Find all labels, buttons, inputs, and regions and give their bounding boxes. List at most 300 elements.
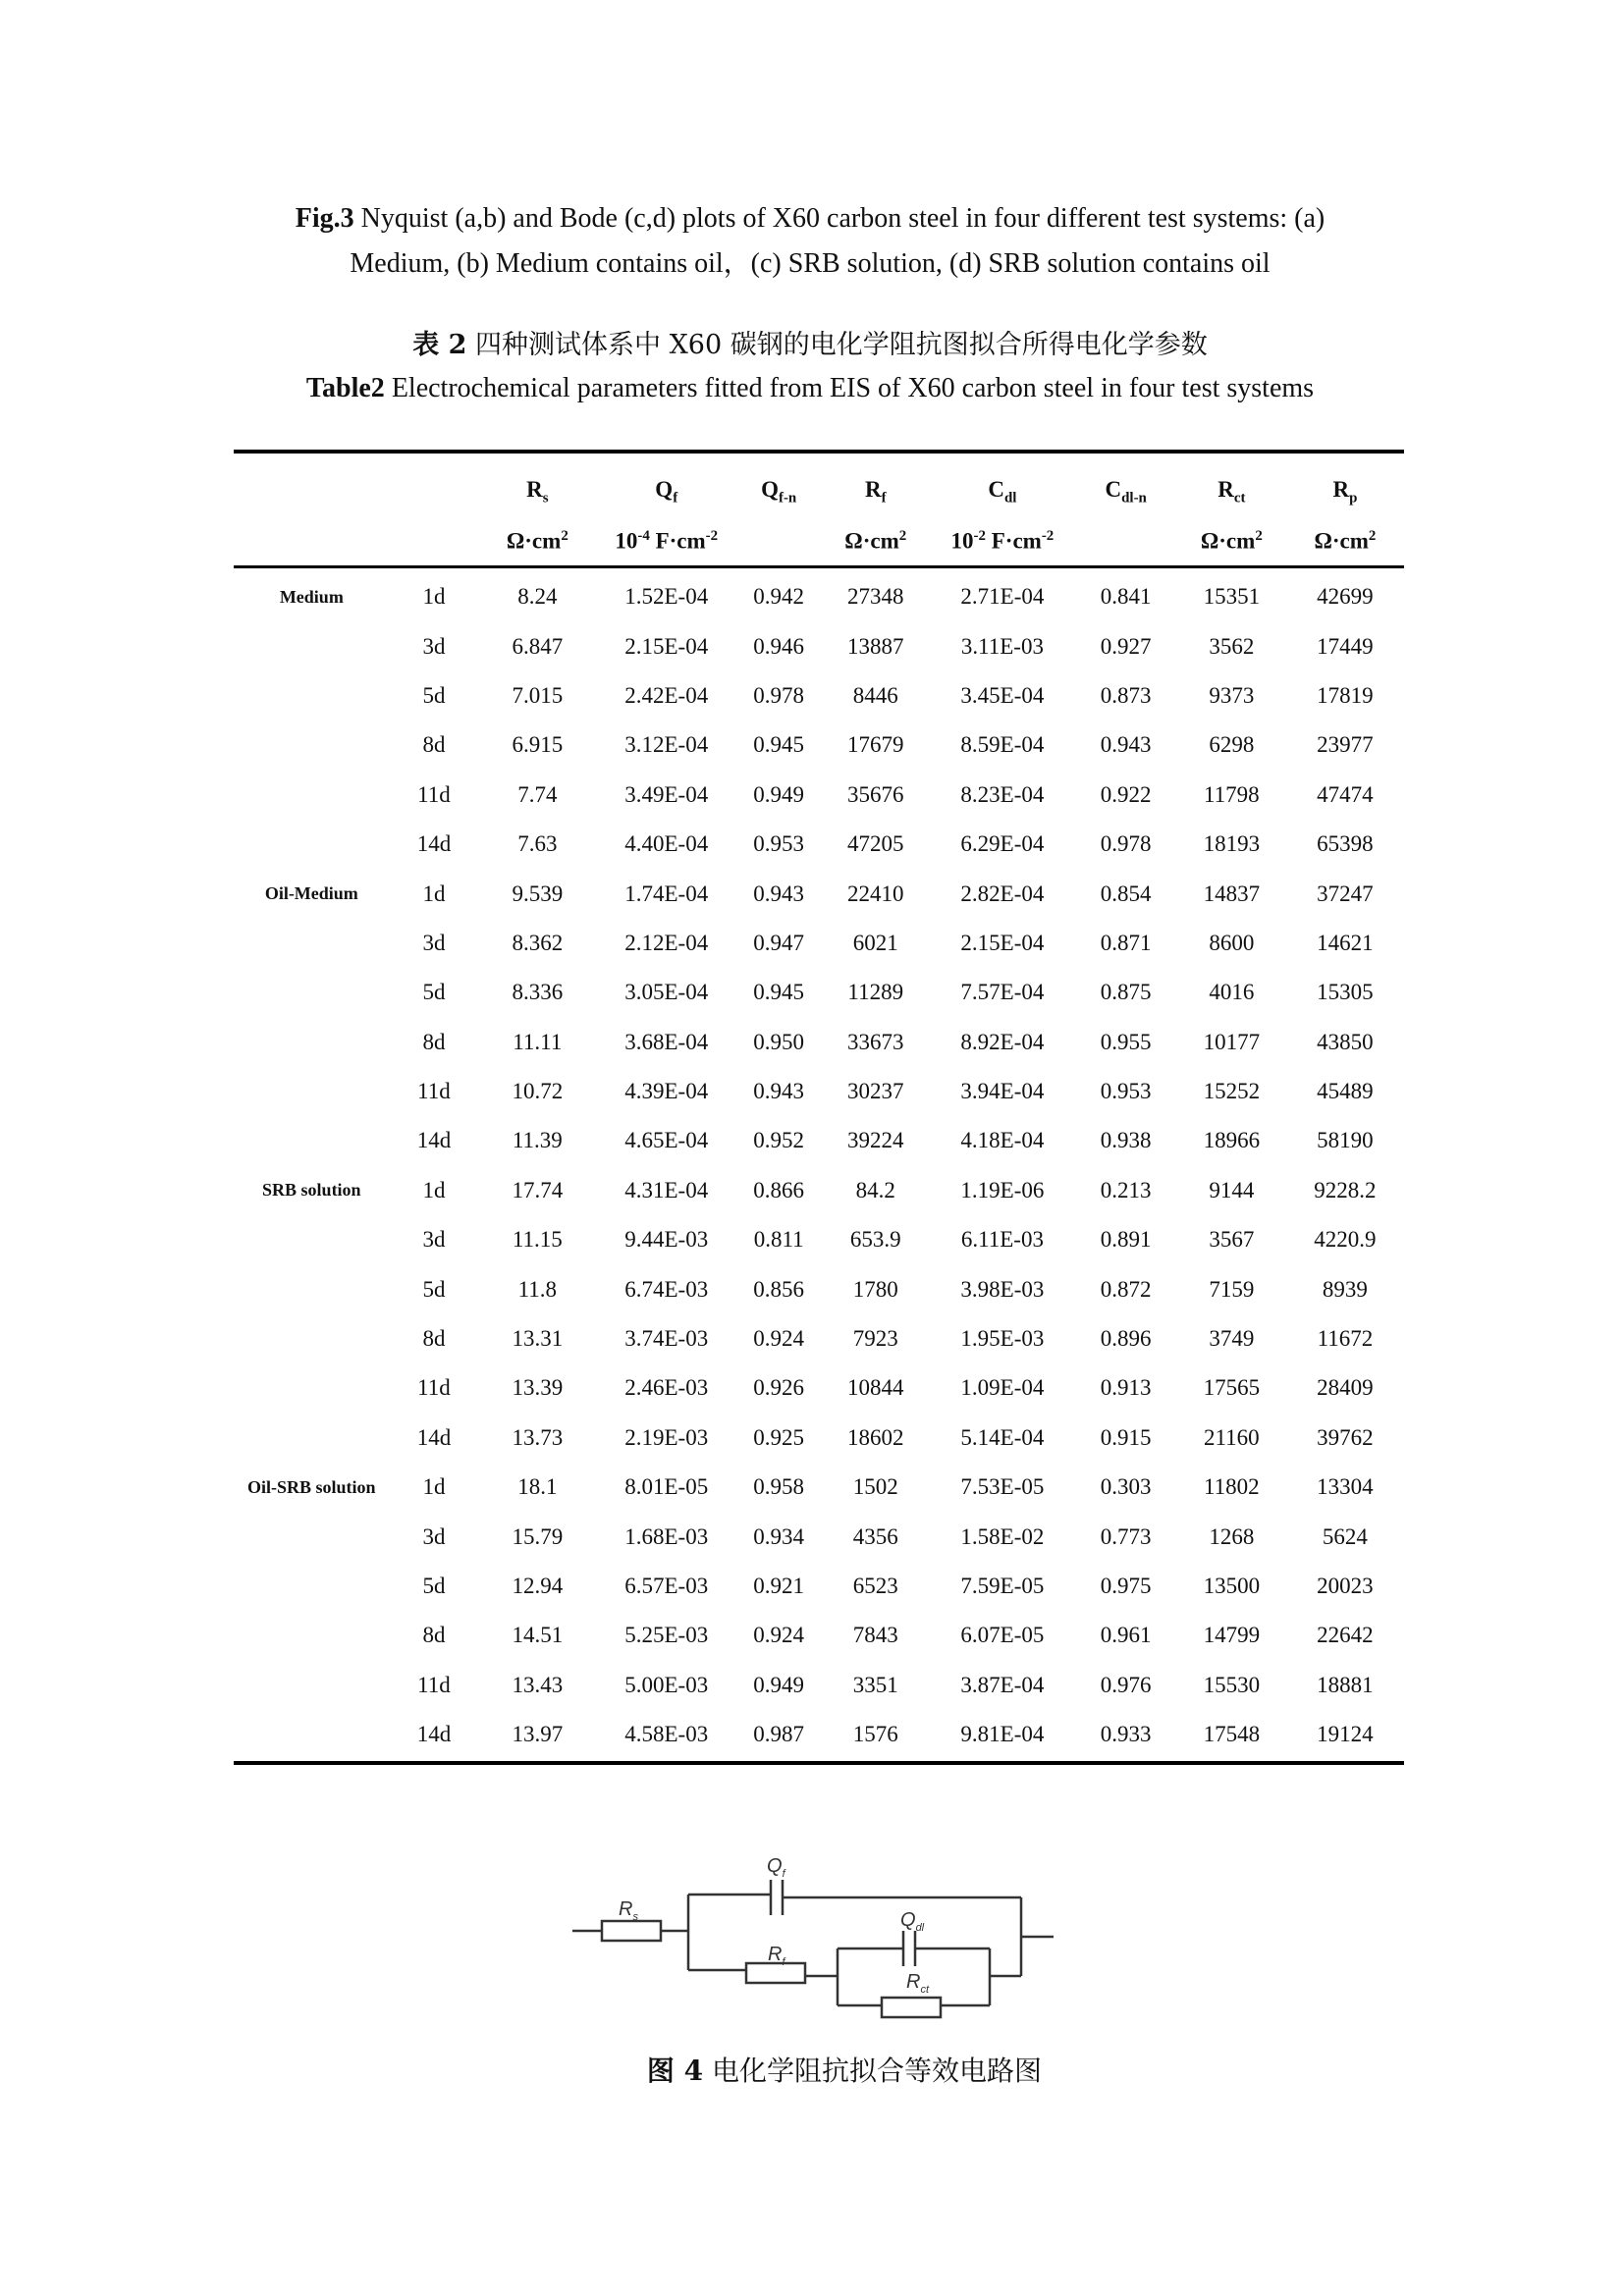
value-cell: 8.92E-04 — [960, 1029, 1045, 1054]
value-cell: 0.872 — [1100, 1276, 1152, 1302]
table-2-label-en: Table2 — [305, 373, 385, 403]
label-rs: $R_s$ — [619, 1898, 638, 1923]
value-cell: 84.2 — [855, 1177, 895, 1202]
day-cell: 3d — [422, 633, 446, 659]
value-cell: 17679 — [847, 732, 904, 758]
value-cell: 18881 — [1317, 1672, 1374, 1697]
value-cell: 1268 — [1209, 1523, 1255, 1549]
value-cell: 3.68E-04 — [624, 1029, 709, 1054]
day-cell: 3d — [422, 1227, 446, 1253]
value-cell: 13.43 — [512, 1672, 564, 1697]
value-cell: 43850 — [1317, 1029, 1374, 1054]
value-cell: 0.922 — [1100, 781, 1152, 807]
table-row — [234, 968, 1404, 1017]
value-cell: 7.57E-04 — [960, 980, 1045, 1005]
value-cell: 39762 — [1317, 1424, 1374, 1450]
value-cell: 0.303 — [1100, 1474, 1152, 1500]
value-cell: 0.975 — [1100, 1574, 1152, 1598]
group-label — [234, 721, 390, 770]
day-cell: 14d — [416, 1722, 452, 1747]
value-cell: 11289 — [847, 980, 904, 1005]
value-cell: 3749 — [1209, 1326, 1255, 1352]
value-cell: 0.938 — [1100, 1128, 1152, 1153]
value-cell: 6.57E-03 — [624, 1574, 709, 1598]
column-header-symbol: $Q_{f-n}$ — [761, 476, 797, 507]
value-cell: 65398 — [1317, 831, 1374, 857]
value-cell: 0.958 — [753, 1474, 805, 1500]
day-cell: 5d — [422, 1574, 446, 1598]
value-cell: 3567 — [1209, 1227, 1255, 1253]
value-cell: 17548 — [1203, 1722, 1261, 1747]
header-row-units — [234, 516, 1404, 565]
header-empty — [234, 516, 390, 565]
value-cell: 7159 — [1209, 1276, 1255, 1302]
table-row — [234, 572, 1404, 621]
value-cell: 9.539 — [512, 881, 564, 906]
day-cell: 14d — [416, 831, 452, 857]
group-label — [234, 1363, 390, 1413]
value-cell: 0.942 — [753, 584, 805, 610]
value-cell: 9144 — [1209, 1177, 1255, 1202]
column-header-unit: $10^{-2}$ $F\cdot cm^{-2}$ — [950, 527, 1055, 554]
column-header-unit: $\Omega\cdot cm^2$ — [1200, 527, 1263, 554]
value-cell: 21160 — [1203, 1424, 1260, 1450]
table-row — [234, 1018, 1404, 1067]
value-cell: 0.945 — [753, 732, 805, 758]
value-cell: 0.953 — [1100, 1079, 1152, 1104]
value-cell: 13.97 — [512, 1722, 564, 1747]
label-rf: $R_f$ — [768, 1944, 785, 1968]
value-cell: 10177 — [1203, 1029, 1261, 1054]
value-cell: 18602 — [847, 1424, 904, 1450]
value-cell: 13887 — [847, 633, 904, 659]
data-table — [234, 454, 1404, 565]
value-cell: 8.336 — [512, 980, 564, 1005]
value-cell: 4.40E-04 — [624, 831, 709, 857]
value-cell: 4.58E-03 — [624, 1722, 709, 1747]
value-cell: 15252 — [1203, 1079, 1261, 1104]
day-cell: 11d — [417, 1672, 451, 1697]
value-cell: 7843 — [852, 1623, 898, 1648]
table-row — [234, 771, 1404, 820]
group-label — [234, 1264, 390, 1313]
value-cell: 4220.9 — [1314, 1227, 1377, 1253]
value-cell: 0.924 — [753, 1623, 805, 1648]
day-cell: 11d — [417, 1375, 451, 1401]
value-cell: 0.949 — [753, 1672, 805, 1697]
table-row — [234, 869, 1404, 918]
table-bottom-rule — [234, 1761, 1404, 1765]
group-label — [234, 771, 390, 820]
value-cell: 17449 — [1317, 633, 1374, 659]
value-cell: 28409 — [1317, 1375, 1374, 1401]
table-row — [234, 1512, 1404, 1561]
value-cell: 11802 — [1203, 1474, 1260, 1500]
value-cell: 14799 — [1203, 1623, 1261, 1648]
value-cell: 18966 — [1203, 1128, 1261, 1153]
value-cell: 1.52E-04 — [624, 584, 709, 610]
value-cell: 4356 — [852, 1523, 898, 1549]
figure-3-caption-line1 — [236, 196, 1384, 241]
value-cell: 11.15 — [512, 1227, 563, 1253]
value-cell: 2.46E-03 — [624, 1375, 709, 1401]
value-cell: 0.976 — [1100, 1672, 1152, 1697]
table-row — [234, 1710, 1404, 1759]
value-cell: 0.854 — [1100, 881, 1152, 906]
table-row — [234, 820, 1404, 869]
value-cell: 0.213 — [1100, 1177, 1152, 1202]
day-cell: 1d — [422, 1474, 446, 1500]
table-row — [234, 1314, 1404, 1363]
value-cell: 18193 — [1203, 831, 1261, 857]
table-row — [234, 1067, 1404, 1116]
value-cell: 1.09E-04 — [960, 1375, 1045, 1401]
circuit-svg — [565, 1850, 1134, 2022]
value-cell: 47474 — [1317, 781, 1374, 807]
value-cell: 0.946 — [753, 633, 805, 659]
day-cell: 8d — [422, 1326, 446, 1352]
value-cell: 0.955 — [1100, 1029, 1152, 1054]
value-cell: 7923 — [852, 1326, 898, 1352]
value-cell: 3.74E-03 — [624, 1326, 709, 1352]
value-cell: 13.73 — [512, 1424, 564, 1450]
value-cell: 14837 — [1203, 881, 1261, 906]
table-row — [234, 919, 1404, 968]
day-cell: 1d — [422, 1177, 446, 1202]
day-cell: 1d — [422, 881, 446, 906]
resistor-rs-icon — [602, 1921, 661, 1941]
value-cell: 5.25E-03 — [624, 1623, 709, 1648]
value-cell: 7.015 — [512, 682, 564, 708]
table-2-caption-cn-text: 四种测试体系中 X60 碳钢的电化学阻抗图拟合所得电化学参数 — [466, 330, 1208, 360]
day-cell: 5d — [422, 980, 446, 1005]
value-cell: 5624 — [1322, 1523, 1368, 1549]
value-cell: 0.891 — [1100, 1227, 1152, 1253]
value-cell: 15305 — [1317, 980, 1374, 1005]
column-header-unit: $\Omega\cdot cm^2$ — [1314, 527, 1377, 554]
value-cell: 6298 — [1209, 732, 1255, 758]
header-empty — [390, 516, 479, 565]
value-cell: 37247 — [1317, 881, 1374, 906]
value-cell: 1.19E-06 — [960, 1177, 1045, 1202]
value-cell: 3.11E-03 — [960, 633, 1044, 659]
header-row-symbols — [234, 454, 1404, 516]
value-cell: 3.12E-04 — [624, 732, 709, 758]
value-cell: 3.94E-04 — [960, 1079, 1045, 1104]
resistor-rf-icon — [746, 1963, 805, 1983]
data-table-body — [234, 572, 1404, 1759]
value-cell: 8600 — [1209, 930, 1255, 955]
value-cell: 0.925 — [753, 1424, 805, 1450]
value-cell: 19124 — [1317, 1722, 1374, 1747]
value-cell: 1.68E-03 — [624, 1523, 709, 1549]
day-cell: 14d — [416, 1128, 452, 1153]
table-row — [234, 1414, 1404, 1463]
value-cell: 6.07E-05 — [960, 1623, 1045, 1648]
column-header-symbol: $R_p$ — [1332, 476, 1358, 507]
value-cell: 4.31E-04 — [624, 1177, 709, 1202]
value-cell: 5.00E-03 — [624, 1672, 709, 1697]
table-2-caption-english — [236, 367, 1384, 410]
value-cell: 3.05E-04 — [624, 980, 709, 1005]
table-row — [234, 1363, 1404, 1413]
value-cell: 11798 — [1203, 781, 1260, 807]
value-cell: 4.65E-04 — [624, 1128, 709, 1153]
value-cell: 11.11 — [513, 1029, 563, 1054]
value-cell: 11.39 — [512, 1128, 563, 1153]
value-cell: 11.8 — [517, 1276, 558, 1302]
value-cell: 0.978 — [753, 682, 805, 708]
value-cell: 2.12E-04 — [624, 930, 709, 955]
group-label — [234, 1314, 390, 1363]
figure-4-caption-text: 电化学阻抗拟合等效电路图 — [703, 2055, 1043, 2087]
value-cell: 3.87E-04 — [960, 1672, 1045, 1697]
column-header-unit — [1075, 516, 1177, 565]
value-cell: 9.81E-04 — [960, 1722, 1045, 1747]
figure-3-caption-line2: Medium, (b) Medium contains oil，(c) SRB solution, (d) SRB solution contains oil — [350, 248, 1271, 279]
value-cell: 27348 — [847, 584, 904, 610]
value-cell: 0.875 — [1100, 980, 1152, 1005]
value-cell: 653.9 — [849, 1227, 901, 1253]
column-header-symbol: $C_{dl}$ — [988, 476, 1017, 507]
value-cell: 58190 — [1317, 1128, 1374, 1153]
value-cell: 0.945 — [753, 980, 805, 1005]
value-cell: 0.943 — [753, 881, 805, 906]
column-header-symbol: $Q_f$ — [655, 476, 678, 507]
day-cell: 3d — [422, 1523, 446, 1549]
value-cell: 14621 — [1317, 930, 1374, 955]
value-cell: 7.59E-05 — [960, 1574, 1045, 1598]
value-cell: 9.44E-03 — [624, 1227, 709, 1253]
label-rct: $R_{ct}$ — [906, 1971, 930, 1996]
value-cell: 2.19E-03 — [624, 1424, 709, 1450]
group-label: Medium — [279, 586, 344, 607]
table-body — [234, 572, 1404, 1759]
value-cell: 30237 — [847, 1079, 904, 1104]
value-cell: 7.53E-05 — [960, 1474, 1045, 1500]
value-cell: 10.72 — [512, 1079, 564, 1104]
value-cell: 9228.2 — [1314, 1177, 1377, 1202]
value-cell: 1576 — [852, 1722, 898, 1747]
value-cell: 4016 — [1209, 980, 1255, 1005]
group-label — [234, 1562, 390, 1611]
value-cell: 0.978 — [1100, 831, 1152, 857]
value-cell: 7.63 — [517, 831, 558, 857]
value-cell: 35676 — [847, 781, 904, 807]
value-cell: 10844 — [847, 1375, 904, 1401]
value-cell: 2.82E-04 — [960, 881, 1045, 906]
table-2-caption — [236, 324, 1384, 410]
value-cell: 0.921 — [753, 1574, 805, 1598]
table-row — [234, 721, 1404, 770]
header-empty — [390, 454, 479, 516]
value-cell: 8939 — [1322, 1276, 1368, 1302]
day-cell: 8d — [422, 1029, 446, 1054]
value-cell: 13304 — [1317, 1474, 1374, 1500]
value-cell: 3.49E-04 — [624, 781, 709, 807]
value-cell: 8.01E-05 — [624, 1474, 709, 1500]
group-label — [234, 1018, 390, 1067]
value-cell: 0.841 — [1100, 584, 1152, 610]
value-cell: 47205 — [847, 831, 904, 857]
value-cell: 2.42E-04 — [624, 682, 709, 708]
group-label — [234, 968, 390, 1017]
value-cell: 6523 — [852, 1574, 898, 1598]
table-row — [234, 1264, 1404, 1313]
value-cell: 0.933 — [1100, 1722, 1152, 1747]
day-cell: 3d — [422, 930, 446, 955]
value-cell: 6.74E-03 — [624, 1276, 709, 1302]
value-cell: 1502 — [852, 1474, 898, 1500]
value-cell: 18.1 — [517, 1474, 558, 1500]
figure-3-caption-text1: Nyquist (a,b) and Bode (c,d) plots of X60 carbon steel in four different test systems: (a) — [353, 203, 1325, 234]
value-cell: 0.896 — [1100, 1326, 1152, 1352]
value-cell: 15351 — [1203, 584, 1261, 610]
value-cell: 0.987 — [753, 1722, 805, 1747]
day-cell: 5d — [422, 1276, 446, 1302]
group-label — [234, 1512, 390, 1561]
column-header-symbol: $C_{dl-n}$ — [1105, 476, 1147, 507]
table-2-caption-chinese — [236, 324, 1384, 367]
value-cell: 45489 — [1317, 1079, 1374, 1104]
value-cell: 0.927 — [1100, 633, 1152, 659]
value-cell: 33673 — [847, 1029, 904, 1054]
value-cell: 17565 — [1203, 1375, 1261, 1401]
value-cell: 3351 — [852, 1672, 898, 1697]
value-cell: 39224 — [847, 1128, 904, 1153]
group-label — [234, 1067, 390, 1116]
value-cell: 23977 — [1317, 732, 1374, 758]
eis-parameters-table — [234, 450, 1404, 1765]
header-bottom-rule — [234, 565, 1404, 568]
table-row — [234, 1463, 1404, 1512]
table-row — [234, 621, 1404, 670]
day-cell: 1d — [422, 584, 446, 610]
column-header-unit: $\Omega\cdot cm^2$ — [506, 527, 568, 554]
equivalent-circuit-diagram — [565, 1850, 1134, 2022]
value-cell: 1.58E-02 — [960, 1523, 1045, 1549]
table-row — [234, 1166, 1404, 1215]
table-2-label-cn: 表 2 — [412, 330, 467, 360]
value-cell: 15.79 — [512, 1523, 564, 1549]
value-cell: 8.24 — [517, 584, 558, 610]
value-cell: 0.873 — [1100, 682, 1152, 708]
value-cell: 0.953 — [753, 831, 805, 857]
value-cell: 13500 — [1203, 1574, 1261, 1598]
column-header-symbol: $R_{ct}$ — [1217, 476, 1246, 507]
value-cell: 6.847 — [512, 633, 564, 659]
column-header-unit: $\Omega\cdot cm^2$ — [844, 527, 907, 554]
value-cell: 2.15E-04 — [960, 930, 1045, 955]
column-header-symbol: $R_s$ — [526, 476, 549, 507]
value-cell: 15530 — [1203, 1672, 1261, 1697]
table-row — [234, 1562, 1404, 1611]
value-cell: 22642 — [1317, 1623, 1374, 1648]
figure-4-label: 图 4 — [646, 2055, 704, 2087]
value-cell: 8.59E-04 — [960, 732, 1045, 758]
group-label — [234, 1116, 390, 1165]
value-cell: 0.926 — [753, 1375, 805, 1401]
column-header-symbol: $R_f$ — [864, 476, 887, 507]
value-cell: 0.961 — [1100, 1623, 1152, 1648]
group-label — [234, 621, 390, 670]
column-header-unit — [736, 516, 821, 565]
column-header-unit: $10^{-4}$ $F\cdot cm^{-2}$ — [615, 527, 719, 554]
value-cell: 14.51 — [512, 1623, 564, 1648]
table-row — [234, 1661, 1404, 1710]
value-cell: 0.913 — [1100, 1375, 1152, 1401]
group-label: Oil-Medium — [264, 883, 358, 904]
value-cell: 12.94 — [512, 1574, 564, 1598]
day-cell: 11d — [417, 781, 451, 807]
day-cell: 8d — [422, 732, 446, 758]
group-label: Oil-SRB solution — [247, 1476, 376, 1497]
figure-3-label: Fig.3 — [295, 203, 354, 234]
value-cell: 8446 — [852, 682, 898, 708]
header-empty — [234, 454, 390, 516]
value-cell: 20023 — [1317, 1574, 1374, 1598]
table-2-caption-en-text: Electrochemical parameters fitted from EIS of X60 carbon steel in four test systems — [384, 373, 1315, 403]
value-cell: 3562 — [1209, 633, 1255, 659]
circuit-wires — [572, 1880, 1054, 2017]
value-cell: 9373 — [1209, 682, 1255, 708]
table-row — [234, 1116, 1404, 1165]
value-cell: 6021 — [852, 930, 898, 955]
table-header — [234, 454, 1404, 565]
value-cell: 0.949 — [753, 781, 805, 807]
group-label: SRB solution — [262, 1180, 361, 1201]
value-cell: 0.773 — [1100, 1523, 1152, 1549]
value-cell: 13.31 — [512, 1326, 564, 1352]
value-cell: 4.39E-04 — [624, 1079, 709, 1104]
resistor-rct-icon — [882, 1998, 941, 2017]
value-cell: 17819 — [1317, 682, 1374, 708]
group-label — [234, 1661, 390, 1710]
value-cell: 17.74 — [512, 1177, 564, 1202]
value-cell: 2.71E-04 — [960, 584, 1045, 610]
value-cell: 0.811 — [753, 1227, 804, 1253]
day-cell: 8d — [422, 1623, 446, 1648]
group-label — [234, 1611, 390, 1660]
value-cell: 0.943 — [753, 1079, 805, 1104]
value-cell: 0.915 — [1100, 1424, 1152, 1450]
value-cell: 0.856 — [753, 1276, 805, 1302]
value-cell: 0.952 — [753, 1128, 805, 1153]
group-label — [234, 1414, 390, 1463]
label-qdl: $Q_{dl}$ — [900, 1909, 925, 1934]
group-label — [234, 820, 390, 869]
value-cell: 8.362 — [512, 930, 564, 955]
value-cell: 7.74 — [517, 781, 558, 807]
value-cell: 1.95E-03 — [960, 1326, 1045, 1352]
label-qf: $Q_f$ — [767, 1855, 785, 1880]
value-cell: 0.934 — [753, 1523, 805, 1549]
value-cell: 2.15E-04 — [624, 633, 709, 659]
day-cell: 5d — [422, 682, 446, 708]
value-cell: 0.871 — [1100, 930, 1152, 955]
figure-3-caption — [236, 196, 1384, 287]
day-cell: 11d — [417, 1079, 451, 1104]
value-cell: 22410 — [847, 881, 904, 906]
group-label — [234, 1215, 390, 1264]
figure-4-caption — [628, 2050, 1060, 2089]
value-cell: 1780 — [852, 1276, 898, 1302]
value-cell: 4.18E-04 — [960, 1128, 1045, 1153]
group-label — [234, 1710, 390, 1759]
value-cell: 6.29E-04 — [960, 831, 1045, 857]
value-cell: 11672 — [1317, 1326, 1374, 1352]
value-cell: 6.915 — [512, 732, 564, 758]
